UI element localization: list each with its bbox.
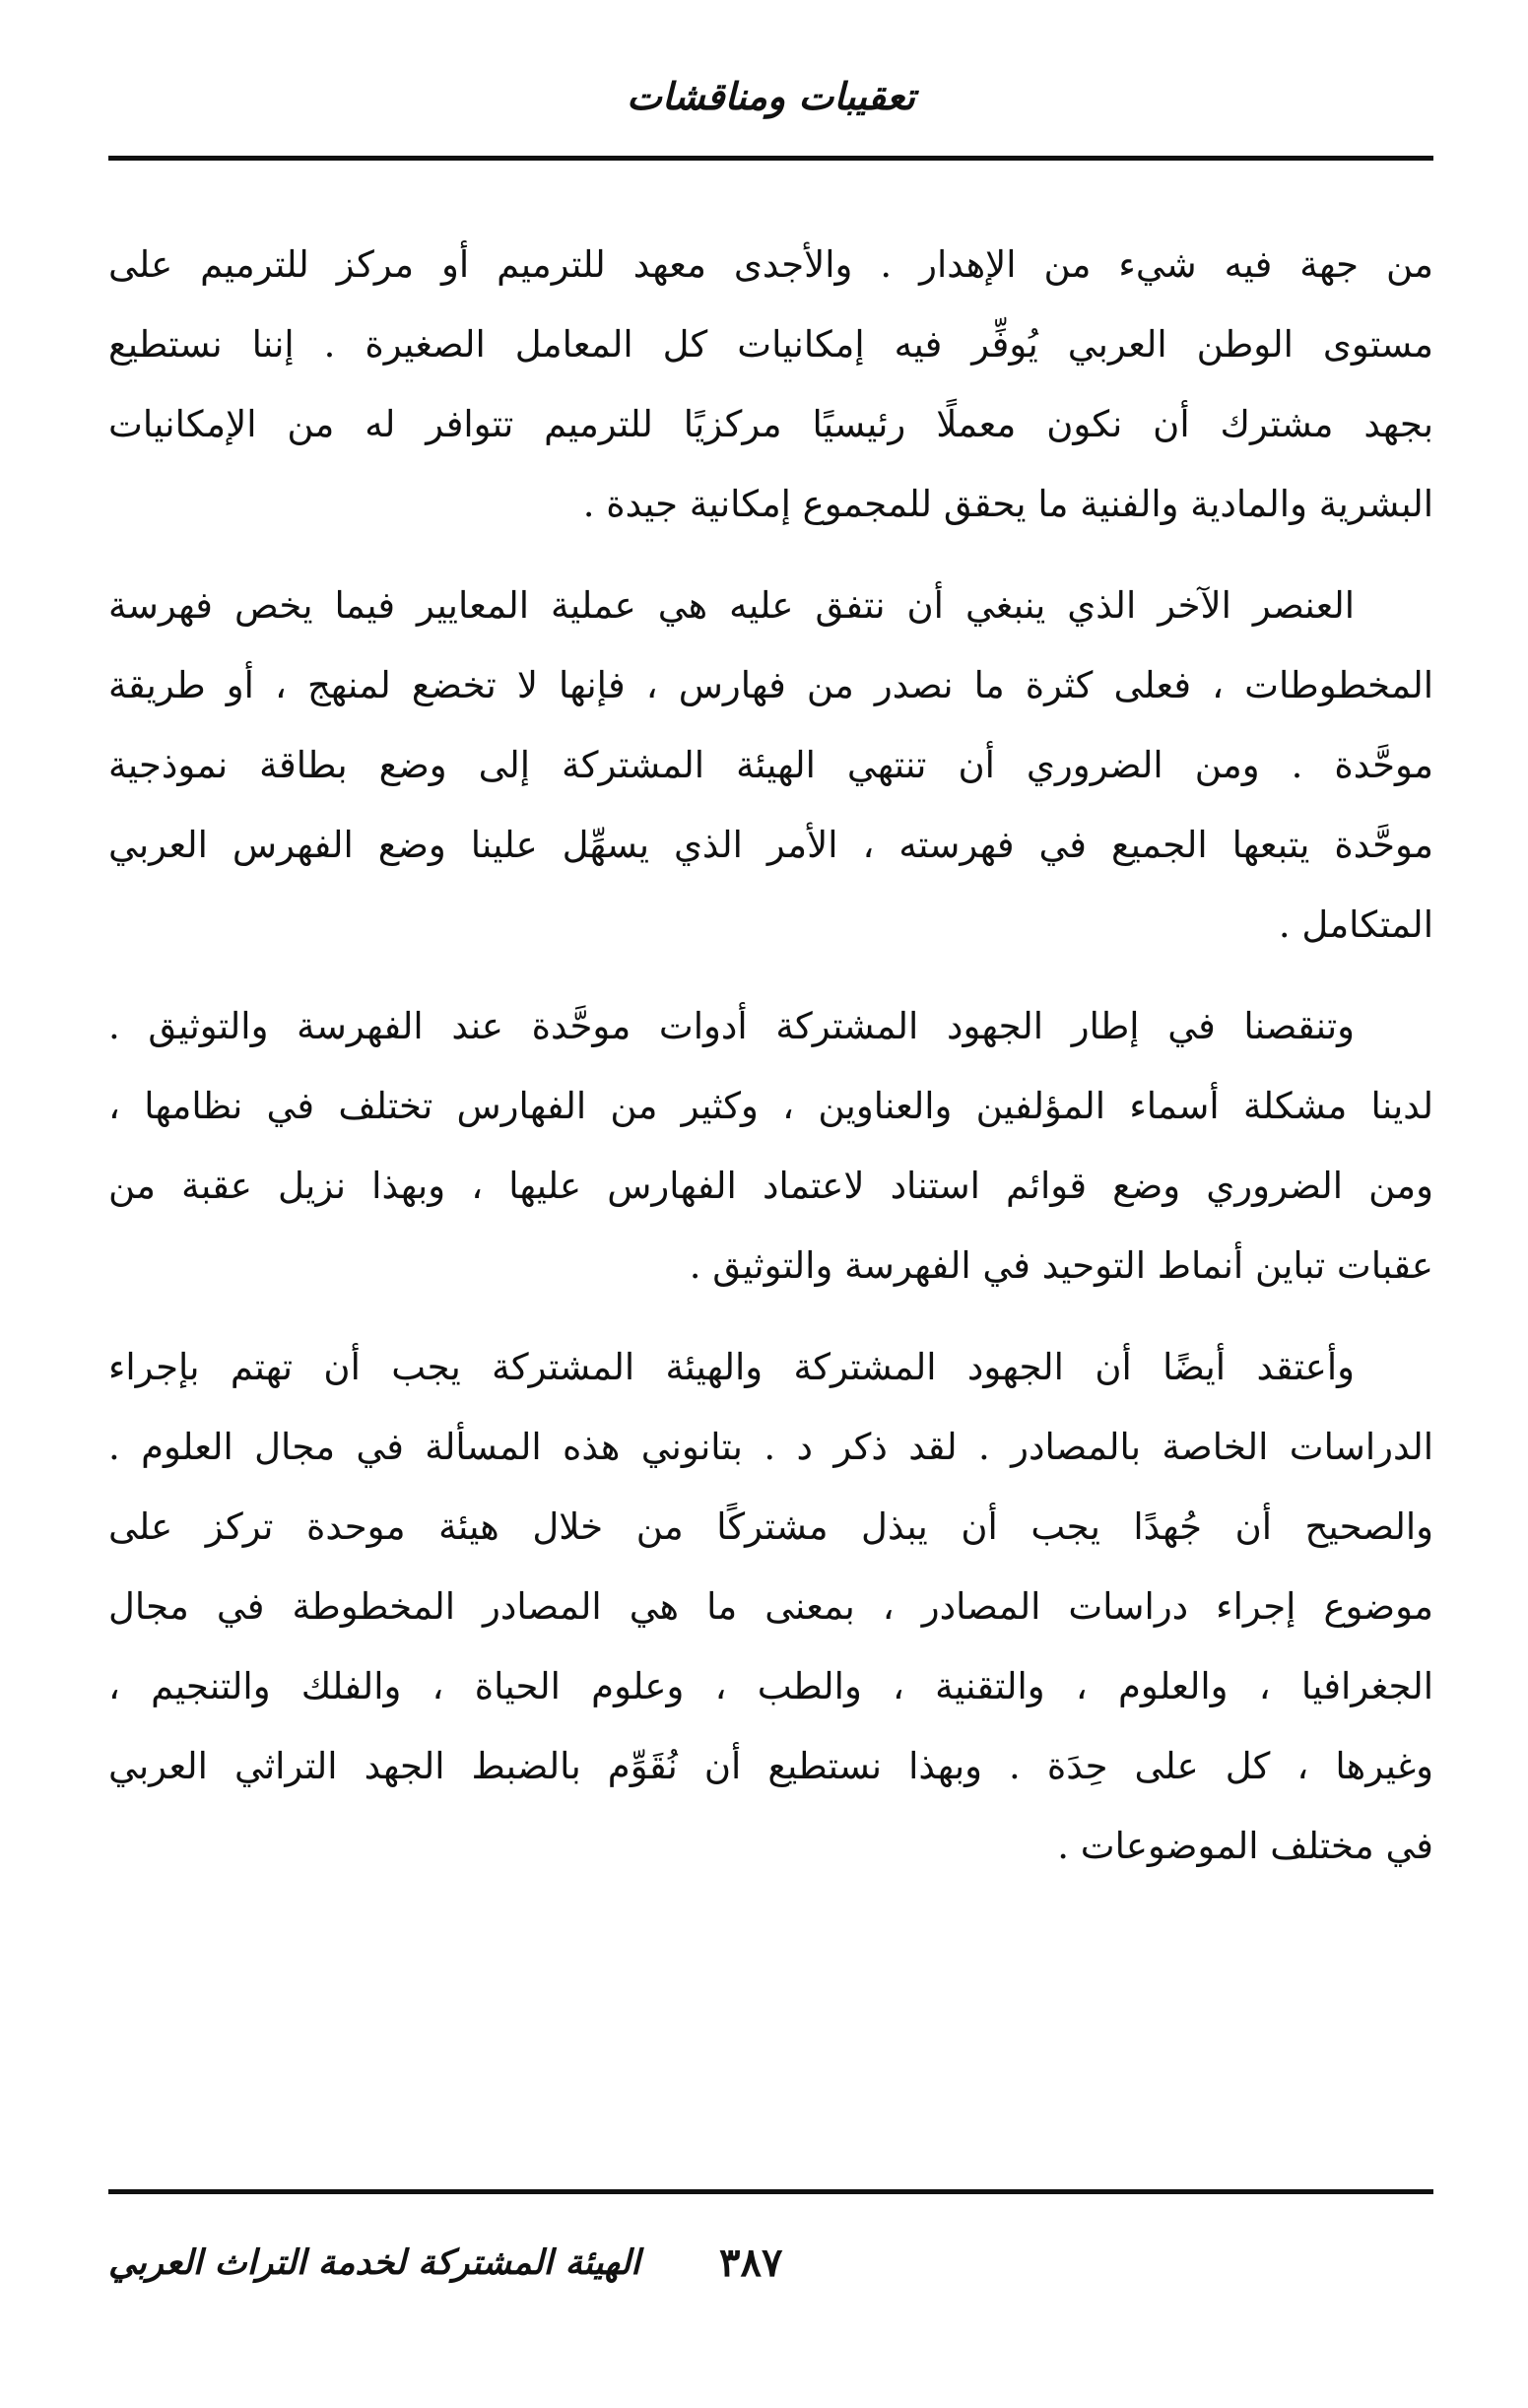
paragraph-1 [108, 225, 1433, 544]
text-line: من جهة فيه شيء من الإهدار . والأجدى معهد للترميم أو مركز للترميم على [108, 243, 1433, 286]
header-rule [108, 156, 1433, 161]
text-line: وتنقصنا في إطار الجهود المشتركة أدوات موحَّدة عند الفهرسة والتوثيق . [108, 1005, 1355, 1047]
running-head: تعقيبات ومناقشات [627, 74, 915, 118]
text-line: بجهد مشترك أن نكون معملًا رئيسيًا مركزيًا للترميم تتوافر له من الإمكانيات [108, 403, 1433, 445]
paragraph-4 [108, 1327, 1433, 1886]
page-number: ٣٨٧ [719, 2240, 783, 2286]
text-line: الدراسات الخاصة بالمصادر . لقد ذكر د . بتانوني هذه المسألة في مجال العلوم . [108, 1426, 1433, 1468]
text-line: ومن الضروري وضع قوائم استناد لاعتماد الفهارس عليها ، وبهذا نزيل عقبة من [108, 1165, 1433, 1207]
text-line: الجغرافيا ، والعلوم ، والتقنية ، والطب ، وعلوم الحياة ، والفلك والتنجيم ، [108, 1665, 1433, 1707]
text-line: والصحيح أن جُهدًا يجب أن يبذل مشتركًا من خلال هيئة موحدة تركز على [108, 1505, 1433, 1548]
text-line: مستوى الوطن العربي يُوفِّر فيه إمكانيات كل المعامل الصغيرة . إننا نستطيع [108, 323, 1433, 366]
text-line: موضوع إجراء دراسات المصادر ، بمعنى ما هي المصادر المخطوطة في مجال [108, 1585, 1433, 1628]
text-line: لدينا مشكلة أسماء المؤلفين والعناوين ، وكثير من الفهارس تختلف في نظامها ، [108, 1085, 1433, 1127]
body-text [108, 225, 1433, 1907]
footer-rule [108, 2189, 1433, 2194]
text-line: موحَّدة . ومن الضروري أن تنتهي الهيئة المشتركة إلى وضع بطاقة نموذجية [108, 744, 1433, 786]
text-line: عقبات تباين أنماط التوحيد في الفهرسة والتوثيق . [689, 1244, 1433, 1287]
page-footer [108, 2229, 1433, 2298]
paragraph-3 [108, 986, 1433, 1305]
text-line: وغيرها ، كل على حِدَة . وبهذا نستطيع أن نُقَوِّم بالضبط الجهد التراثي العربي [108, 1745, 1433, 1787]
text-line: موحَّدة يتبعها الجميع في فهرسته ، الأمر الذي يسهِّل علينا وضع الفهرس العربي [108, 824, 1433, 866]
text-line: وأعتقد أيضًا أن الجهود المشتركة والهيئة المشتركة يجب أن تهتم بإجراء [108, 1346, 1355, 1388]
text-line: المخطوطات ، فعلى كثرة ما نصدر من فهارس ، فإنها لا تخضع لمنهج ، أو طريقة [108, 664, 1433, 706]
text-line: العنصر الآخر الذي ينبغي أن نتفق عليه هي عملية المعايير فيما يخص فهرسة [108, 584, 1355, 627]
text-line: البشرية والمادية والفنية ما يحقق للمجموع إمكانية جيدة . [582, 483, 1433, 525]
paragraph-2 [108, 566, 1433, 965]
publisher-name: الهيئة المشتركة لخدمة التراث العربي [108, 2242, 640, 2283]
text-line: في مختلف الموضوعات . [1057, 1825, 1433, 1867]
text-line: المتكامل . [1278, 903, 1433, 946]
